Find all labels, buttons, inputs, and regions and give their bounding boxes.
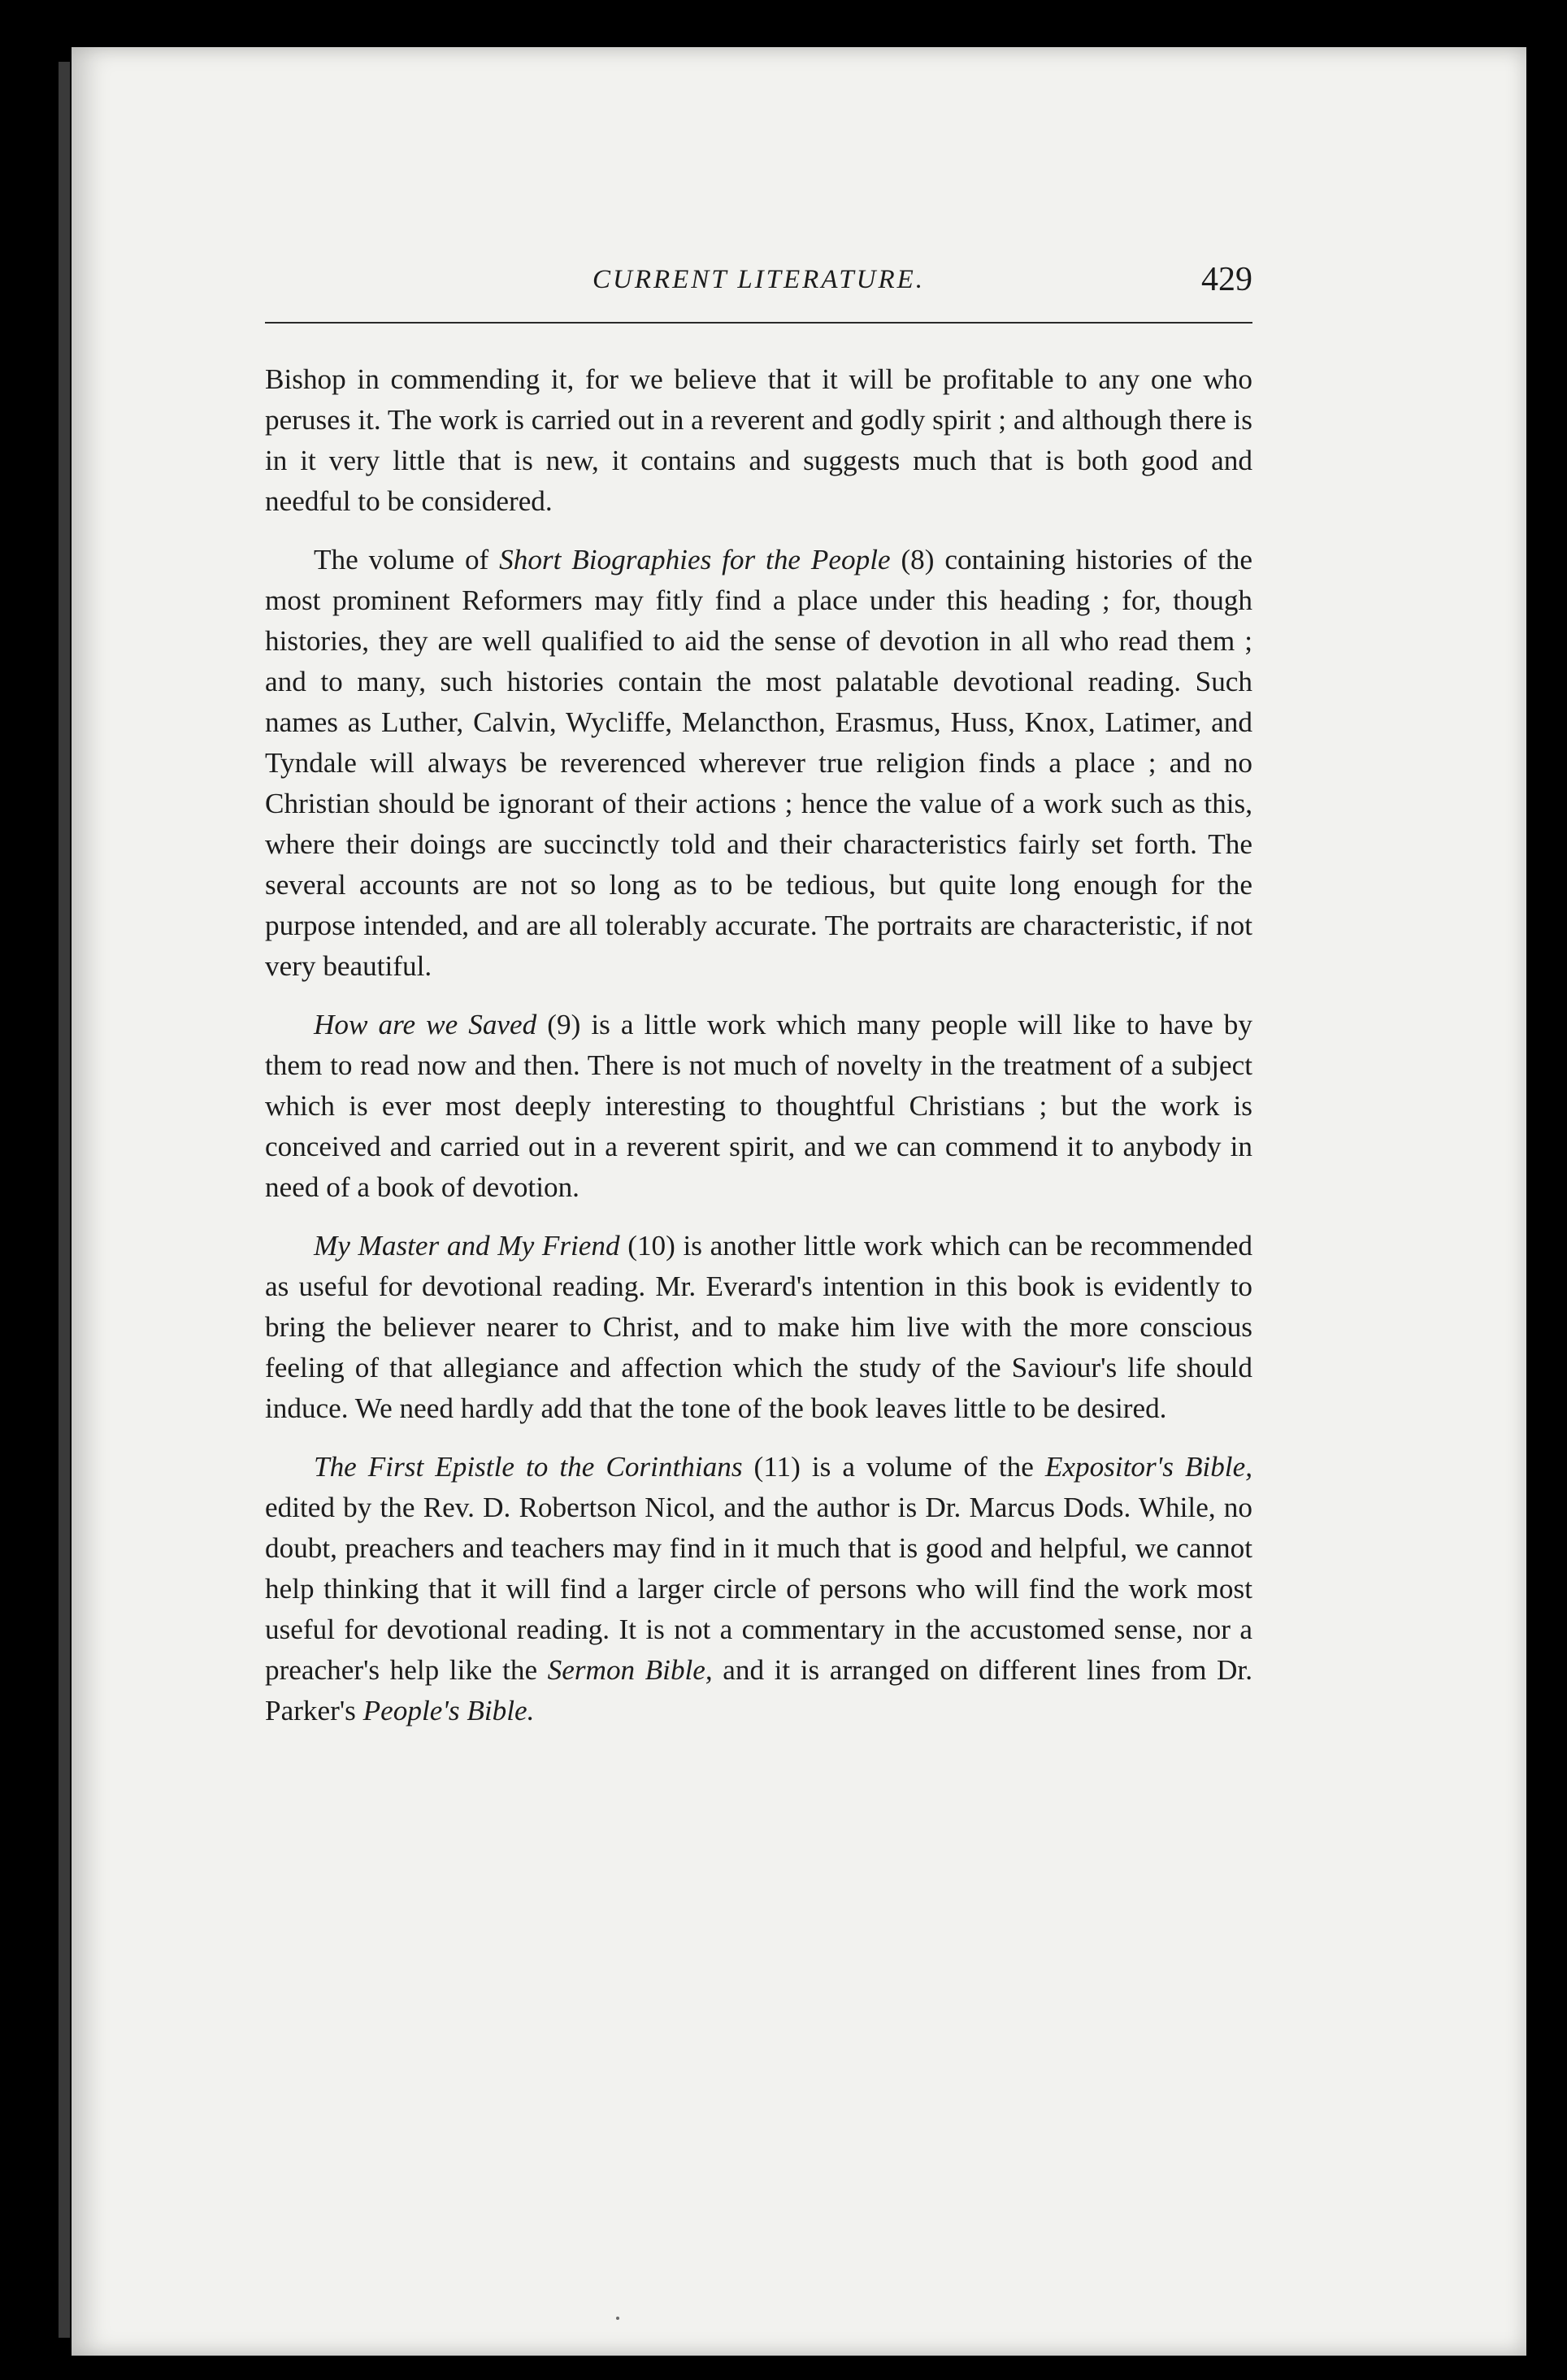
paragraph-text: (10) is another little work which can be recommended as useful for devotional reading. Mr. Everard's intention in this book is evidently to bring the believer nearer to Christ, and to make him live with the more conscious feeling of that allegiance and affection which the study of the Saviour's life should induce. We need hardly add that the tone of the book leaves little to be desired. [265, 1230, 1252, 1424]
paragraph-text: edited by the Rev. D. Robertson Nicol, and the author is Dr. Marcus Dods. While, no doubt, preachers and teachers may find in it much that is good and helpful, we cannot help thinking that it will find a larger circle of persons who will find the work most useful for devotional reading. It is not a commentary in the accustomed sense, nor a preacher's help like the [265, 1492, 1252, 1686]
book-title-italic: My Master and My Friend [314, 1230, 620, 1262]
book-title-italic: The First Epistle to the Corinthians [314, 1451, 743, 1483]
book-spine-edge [59, 62, 70, 2338]
paragraph-5 [265, 1447, 1252, 1731]
paragraph-4 [265, 1226, 1252, 1429]
paragraph-3 [265, 1005, 1252, 1208]
page-content [265, 359, 1252, 1731]
running-head [265, 258, 1252, 324]
book-title-italic: Sermon Bible, [547, 1654, 713, 1686]
paper-speck [616, 2317, 619, 2320]
paragraph-text: and it is arranged on different lines from Dr. Parker's [265, 1654, 1253, 1726]
paragraph-text: (8) containing histories of the most prominent Reformers may fitly find a place under this heading ; for, though histories, they are well qualified to aid the sense of devotion in all who read them ; and to many, such histories contain the most palatable devotional reading. Such names as Luther, Calvin, Wycliffe, Melancthon, Erasmus, Huss, Knox, Latimer, and Tyndale will always be reverenced wherever true religion finds a place ; and no Christian should be ignorant of their actions ; hence the value of a work such as this, where their doings are succinctly told and their characteristics fairly set forth. The several accounts are not so long as to be tedious, but quite long enough for the purpose intended, and are all tolerably accurate. The portraits are characteristic, if not very beautiful. [265, 544, 1252, 982]
book-title-italic: Expositor's Bible, [1044, 1451, 1252, 1483]
page-text-block [265, 258, 1252, 1749]
paragraph-1 [265, 359, 1252, 522]
book-title-italic: People's Bible. [362, 1695, 535, 1726]
paragraph-2 [265, 540, 1252, 987]
book-title-italic: How are we Saved [314, 1009, 537, 1040]
paragraph-text: Bishop in commending it, for we believe that it will be profitable to any one who peruses it. The work is carried out in a reverent and godly spirit ; and although there is in it very little that is new, it contains and suggests much that is both good and needful to be considered. [265, 363, 1252, 517]
book-title-italic: Short Biographies for the People [499, 544, 891, 575]
page-number: 429 [1201, 261, 1252, 298]
paragraph-text: The volume of [314, 544, 500, 575]
running-title: CURRENT LITERATURE. [592, 265, 926, 294]
paragraph-text: (11) is a volume of the [742, 1451, 1045, 1483]
paragraph-text: (9) is a little work which many people will like to have by them to read now and then. There is not much of novelty in the treatment of a subject which is ever most deeply interesting to thoughtful Christians ; but the work is conceived and carried out in a reverent spirit, and we can commend it to anybody in need of a book of devotion. [265, 1009, 1252, 1203]
